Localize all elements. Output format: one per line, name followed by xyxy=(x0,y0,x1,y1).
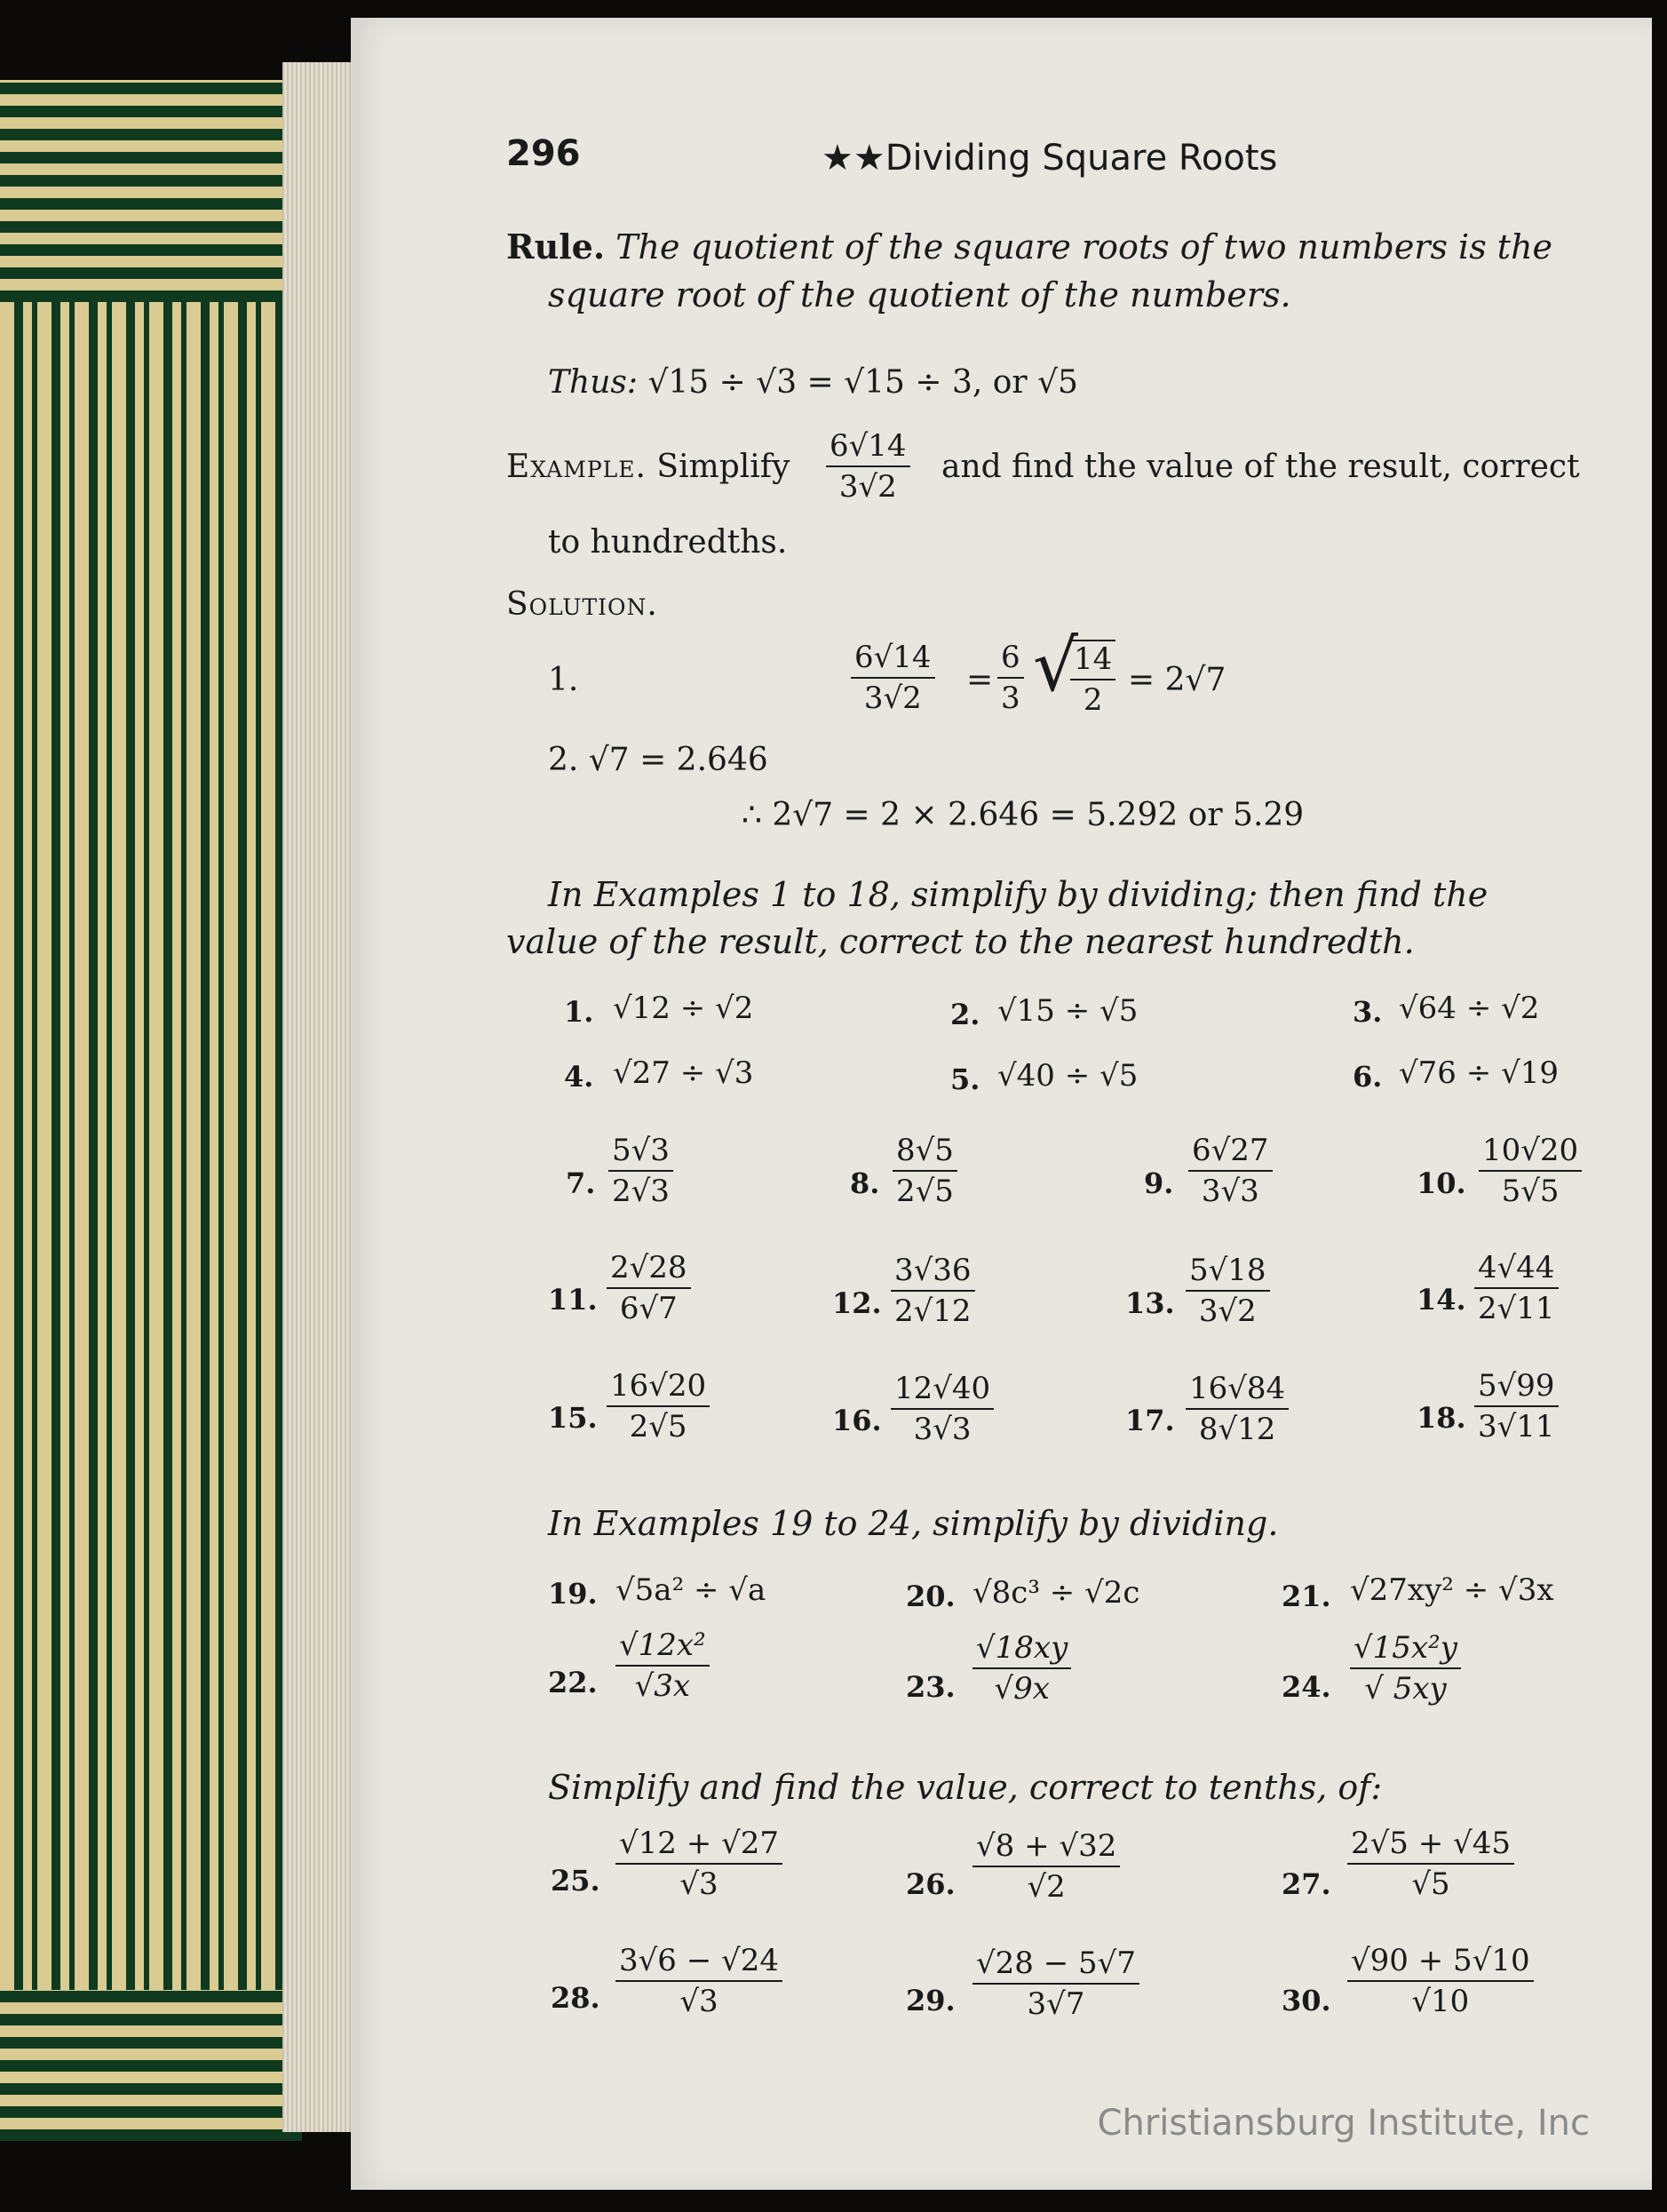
numerator: √28 − 5√7 xyxy=(972,1945,1139,1985)
numerator: 6√27 xyxy=(1188,1133,1273,1172)
cover-pattern-top xyxy=(0,80,302,302)
exercise-fraction xyxy=(1186,1371,1289,1447)
example-fraction xyxy=(826,428,910,505)
instructions-1-line1: In Examples 1 to 18, simplify by dividing; then find the xyxy=(548,875,1488,914)
numerator: 3√6 − √24 xyxy=(615,1943,782,1982)
exercise-number: 26. xyxy=(906,1867,956,1901)
exercise-expression: √8c³ ÷ √2c xyxy=(972,1575,1140,1611)
exercise-fraction xyxy=(1474,1250,1559,1326)
exercise-number: 11. xyxy=(548,1283,598,1317)
exercise-number: 23. xyxy=(906,1670,956,1704)
denominator: √ 5xy xyxy=(1364,1671,1447,1707)
exercise-expression: √5a² ÷ √a xyxy=(615,1572,766,1608)
radical-sign-icon: √ xyxy=(1033,625,1078,707)
exercise-number: 2. xyxy=(950,998,980,1031)
numerator: √12 + √27 xyxy=(615,1826,782,1865)
exercise-number: 17. xyxy=(1125,1404,1175,1437)
denominator: √3 xyxy=(679,1984,718,2019)
step1-fraction xyxy=(851,640,935,716)
exercise-number: 10. xyxy=(1417,1166,1466,1200)
thus-line xyxy=(548,364,1078,401)
rule-block xyxy=(506,227,1552,267)
numerator: 5√99 xyxy=(1474,1368,1559,1407)
example-line xyxy=(506,449,790,485)
solution-step2: 2. √7 = 2.646 xyxy=(548,742,768,778)
exercise-number: 6. xyxy=(1353,1060,1383,1094)
watermark: Christiansburg Institute, Inc xyxy=(1097,2103,1590,2144)
exercise-number: 19. xyxy=(548,1577,598,1611)
numerator: 10√20 xyxy=(1479,1133,1582,1172)
rule-label: Rule. xyxy=(506,227,606,267)
exercise-number: 21. xyxy=(1282,1579,1331,1613)
exercise-number: 20. xyxy=(906,1579,956,1613)
denominator: 3√7 xyxy=(1027,1986,1085,2022)
numerator: 16√20 xyxy=(607,1368,710,1407)
exercise-fraction xyxy=(891,1253,975,1329)
exercise-number: 18. xyxy=(1417,1401,1466,1435)
example-pre: Simplify xyxy=(656,449,790,485)
page-number: 296 xyxy=(506,133,581,174)
exercise-fraction xyxy=(1188,1133,1273,1209)
denominator: √3 xyxy=(679,1866,718,1902)
denominator: 2√5 xyxy=(896,1174,954,1209)
example-post: and find the value of the result, correct xyxy=(941,449,1580,485)
exercise-expression: √27xy² ÷ √3x xyxy=(1350,1572,1554,1608)
step1-coefficient-denominator: 3 xyxy=(1001,680,1020,716)
step1-result: = 2√7 xyxy=(1128,662,1226,698)
step1-root-numerator: 14 xyxy=(1070,641,1115,680)
exercise-number: 14. xyxy=(1417,1283,1466,1317)
step1-equals: = xyxy=(966,662,994,698)
denominator: √9x xyxy=(994,1671,1050,1707)
numerator: √18xy xyxy=(972,1630,1071,1669)
cover-pattern-bottom xyxy=(0,1990,302,2141)
exercise-fraction xyxy=(972,1828,1120,1905)
exercise-number: 28. xyxy=(551,1981,600,2015)
step1-root-fraction xyxy=(1070,640,1115,718)
exercise-number: 22. xyxy=(548,1666,598,1699)
numerator: 2√5 + √45 xyxy=(1347,1826,1514,1865)
exercise-fraction xyxy=(615,1627,710,1704)
solution-step1-number: 1. xyxy=(548,662,579,698)
exercise-expression: √76 ÷ √19 xyxy=(1399,1055,1559,1091)
step1-coefficient xyxy=(997,640,1024,716)
denominator: 3√2 xyxy=(1198,1293,1257,1329)
denominator: 6√7 xyxy=(619,1291,678,1326)
exercise-number: 16. xyxy=(832,1404,882,1437)
denominator: 3√3 xyxy=(913,1412,972,1447)
instructions-2: In Examples 19 to 24, simplify by dividing. xyxy=(548,1504,1279,1543)
numerator: 5√3 xyxy=(608,1133,673,1172)
exercise-number: 27. xyxy=(1282,1867,1331,1901)
exercise-fraction xyxy=(972,1945,1139,2022)
exercise-fraction xyxy=(1350,1630,1461,1707)
example-fraction-numerator: 6√14 xyxy=(826,428,910,467)
exercise-number: 24. xyxy=(1282,1670,1331,1704)
numerator: 5√18 xyxy=(1186,1253,1270,1292)
denominator: √3x xyxy=(634,1668,691,1704)
exercise-number: 8. xyxy=(850,1166,880,1200)
numerator: 4√44 xyxy=(1474,1250,1559,1289)
exercise-number: 9. xyxy=(1144,1166,1174,1200)
exercise-number: 12. xyxy=(832,1286,882,1320)
exercise-number: 25. xyxy=(551,1864,600,1898)
numerator: 12√40 xyxy=(891,1371,994,1410)
exercise-fraction xyxy=(615,1826,782,1902)
exercise-number: 5. xyxy=(950,1062,980,1096)
thus-expression: √15 ÷ √3 = √15 ÷ 3, or √5 xyxy=(647,364,1078,401)
numerator: 8√5 xyxy=(893,1133,957,1172)
denominator: 8√12 xyxy=(1198,1412,1276,1447)
book-spine-cover xyxy=(0,80,302,2141)
exercise-expression: √64 ÷ √2 xyxy=(1399,991,1540,1026)
exercise-fraction xyxy=(1474,1368,1559,1444)
denominator: √5 xyxy=(1411,1866,1450,1902)
numerator: √8 + √32 xyxy=(972,1828,1120,1867)
exercise-expression: √12 ÷ √2 xyxy=(613,991,754,1026)
numerator: √90 + 5√10 xyxy=(1347,1943,1534,1982)
exercise-fraction xyxy=(893,1133,957,1209)
denominator: 3√3 xyxy=(1201,1174,1259,1209)
solution-label: Solution. xyxy=(506,586,658,623)
page-title: ★★Dividing Square Roots xyxy=(822,138,1278,179)
step1-root-denominator: 2 xyxy=(1083,682,1103,718)
exercise-fraction xyxy=(972,1630,1071,1707)
exercise-fraction xyxy=(615,1943,782,2019)
denominator: √10 xyxy=(1411,1984,1470,2019)
thus-label: Thus: xyxy=(548,364,638,401)
numerator: 2√28 xyxy=(607,1250,691,1289)
book-page xyxy=(351,18,1652,2190)
exercise-fraction xyxy=(1347,1943,1534,2019)
exercise-fraction xyxy=(1186,1253,1270,1329)
numerator: 3√36 xyxy=(891,1253,975,1292)
cover-pattern-stripes xyxy=(0,302,302,1990)
exercise-fraction xyxy=(891,1371,994,1447)
instructions-1-line2: value of the result, correct to the nearest hundredth. xyxy=(506,922,1415,961)
exercise-fraction xyxy=(608,1133,673,1209)
exercise-number: 30. xyxy=(1282,1984,1331,2017)
instructions-3: Simplify and find the value, correct to tenths, of: xyxy=(548,1768,1383,1807)
exercise-expression: √40 ÷ √5 xyxy=(997,1058,1139,1094)
exercise-fraction xyxy=(607,1250,691,1326)
exercise-number: 15. xyxy=(548,1401,598,1435)
exercise-number: 3. xyxy=(1353,995,1383,1029)
example-label: Example. xyxy=(506,449,647,485)
numerator: 16√84 xyxy=(1186,1371,1289,1410)
denominator: 2√12 xyxy=(894,1293,972,1329)
numerator: √12x² xyxy=(615,1627,710,1667)
numerator: √15x²y xyxy=(1350,1630,1461,1669)
denominator: 3√11 xyxy=(1478,1409,1555,1444)
denominator: 2√11 xyxy=(1478,1291,1555,1326)
step1-fraction-numerator: 6√14 xyxy=(851,640,935,679)
exercise-number: 13. xyxy=(1125,1286,1175,1320)
exercise-expression: √27 ÷ √3 xyxy=(613,1055,754,1091)
example-line2: to hundredths. xyxy=(548,524,788,561)
exercise-number: 29. xyxy=(906,1984,956,2017)
rule-text-line2: square root of the quotient of the numbers. xyxy=(548,275,1291,314)
denominator: 2√5 xyxy=(629,1409,687,1444)
exercise-number: 4. xyxy=(564,1060,594,1094)
exercise-fraction xyxy=(1347,1826,1514,1902)
denominator: 2√3 xyxy=(612,1174,670,1209)
exercise-fraction xyxy=(607,1368,710,1444)
exercise-expression: √15 ÷ √5 xyxy=(997,993,1139,1029)
denominator: √2 xyxy=(1027,1869,1066,1905)
example-fraction-denominator: 3√2 xyxy=(838,469,897,505)
exercise-fraction xyxy=(1479,1133,1582,1209)
exercise-number: 1. xyxy=(564,995,594,1029)
step1-fraction-denominator: 3√2 xyxy=(863,680,922,716)
exercise-number: 7. xyxy=(566,1166,596,1200)
denominator: 5√5 xyxy=(1501,1174,1560,1209)
rule-text-line1: The quotient of the square roots of two numbers is the xyxy=(615,227,1553,267)
solution-therefore: ∴ 2√7 = 2 × 2.646 = 5.292 or 5.29 xyxy=(742,797,1305,833)
step1-coefficient-numerator: 6 xyxy=(997,640,1024,679)
